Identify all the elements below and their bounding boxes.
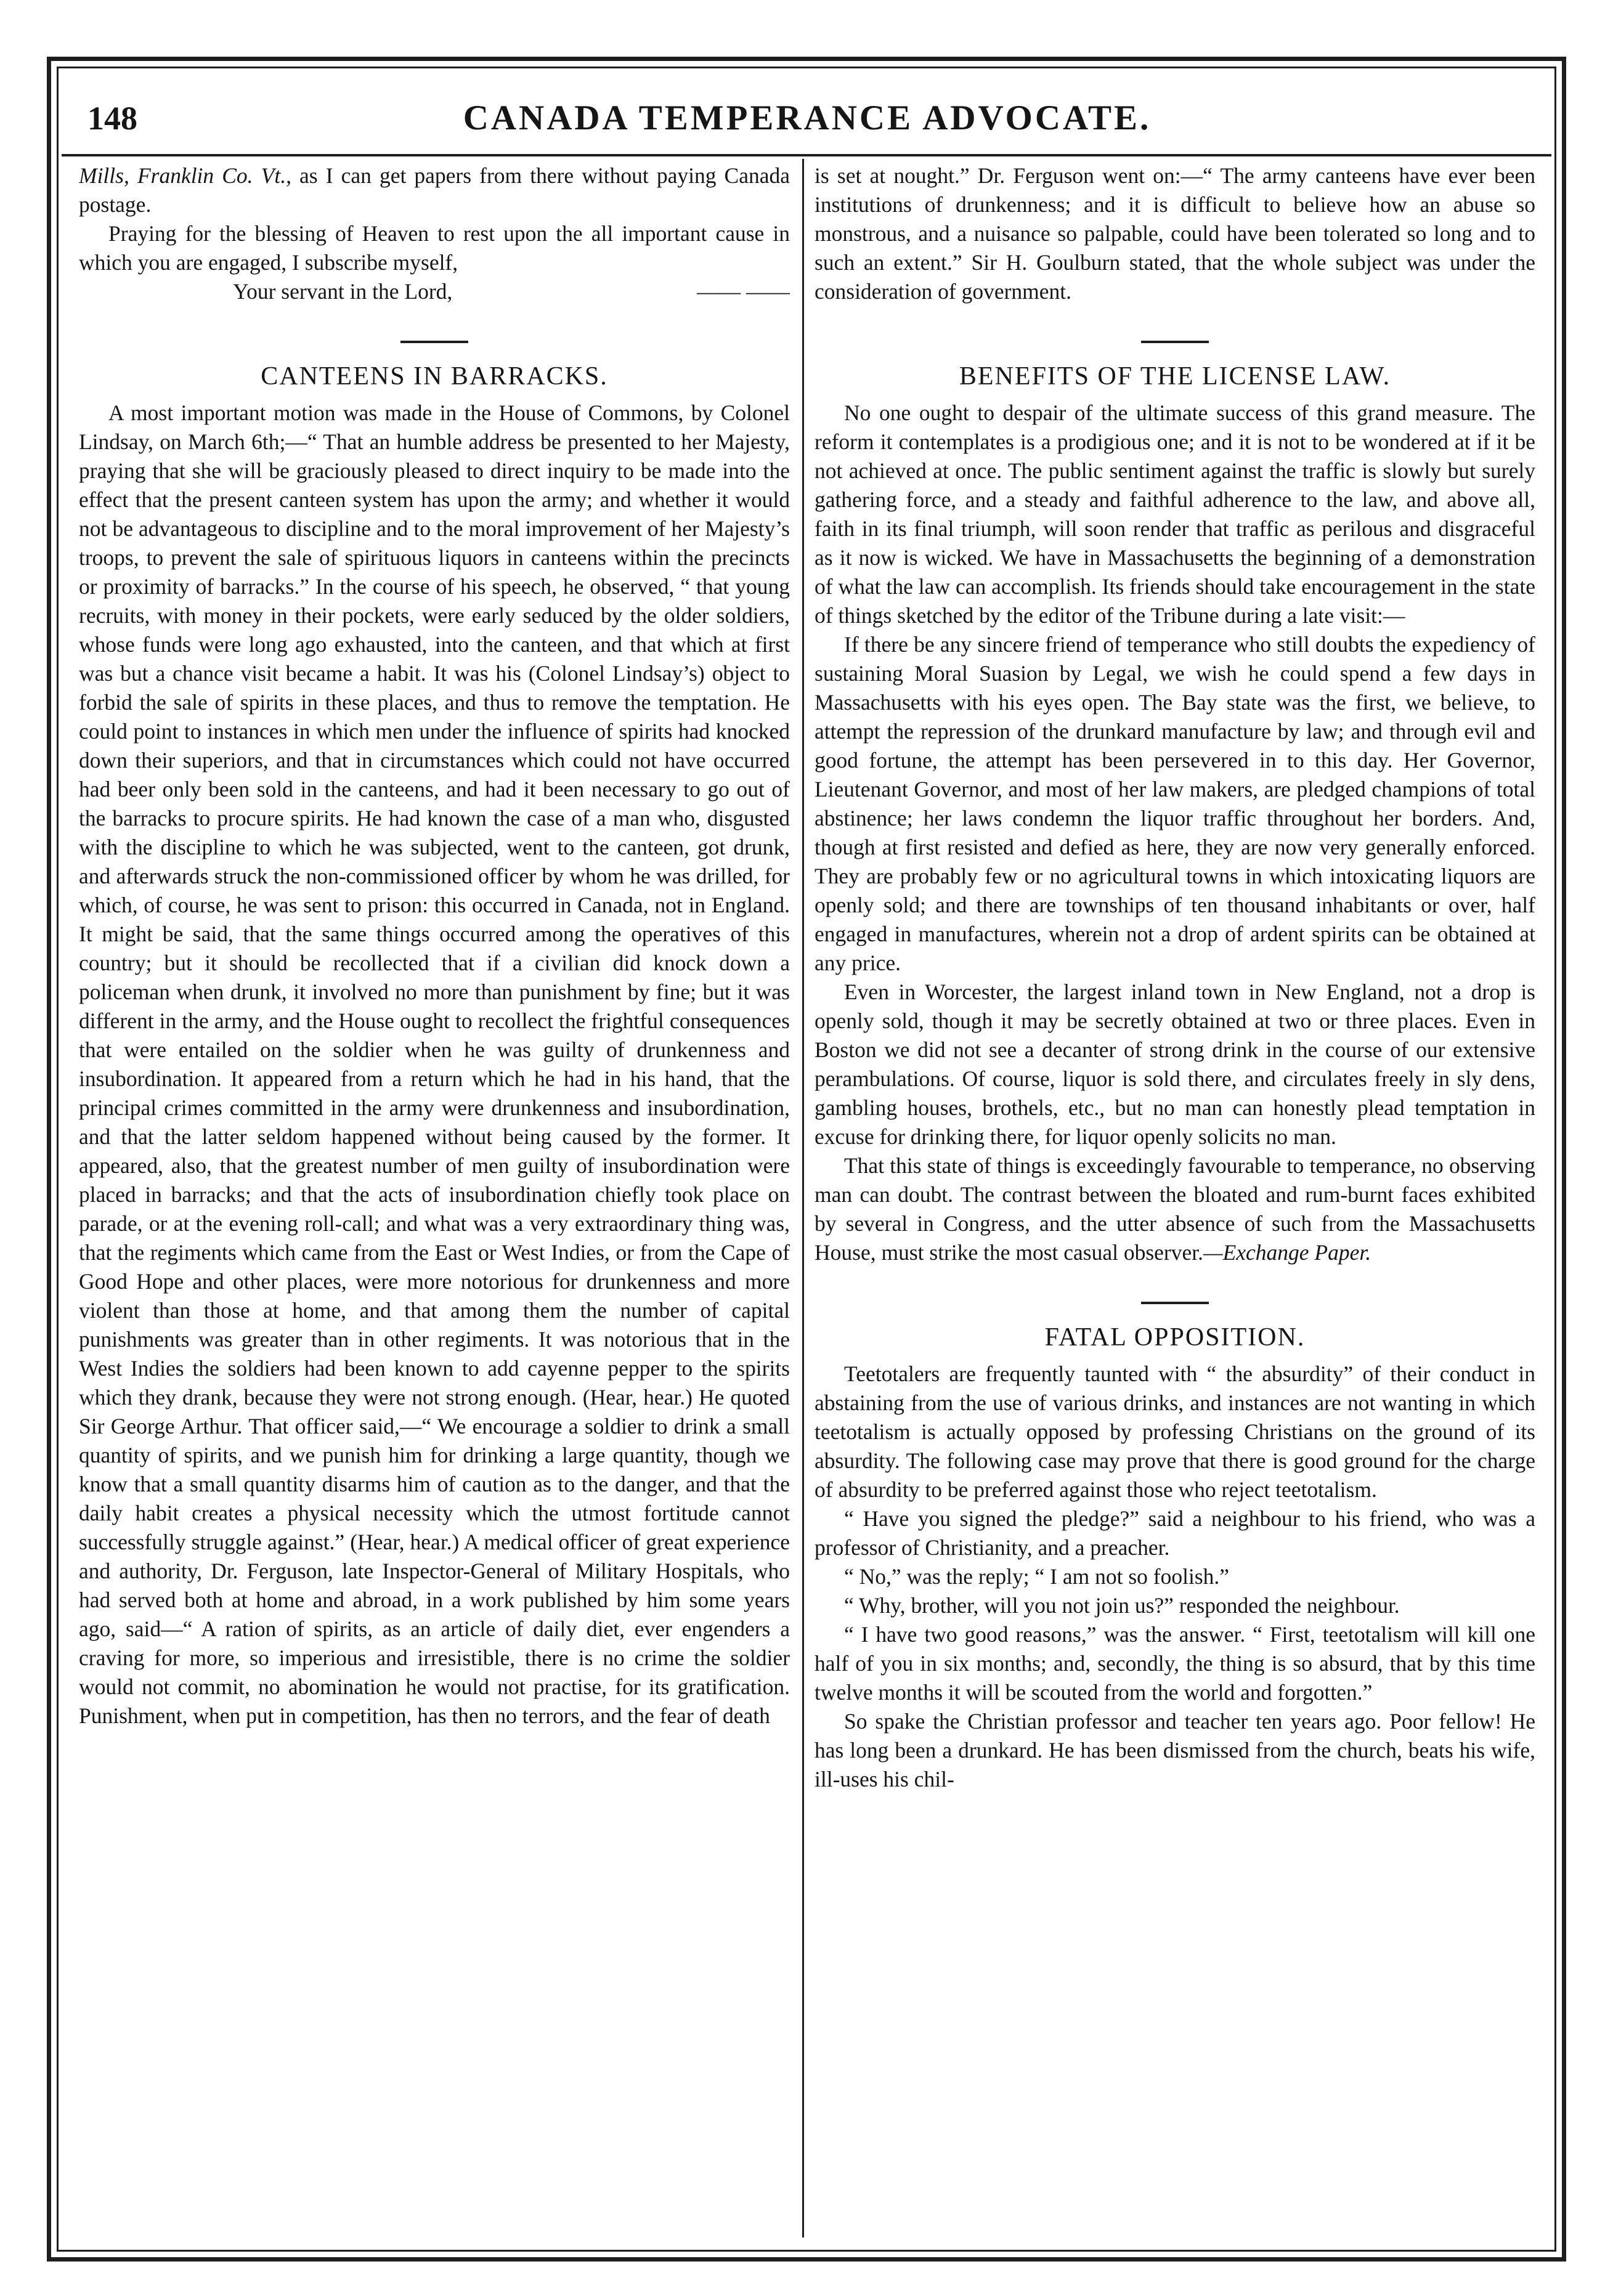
letter-continued: Mills, Franklin Co. Vt., as I can get papers from there without paying Canada postage. xyxy=(79,163,790,217)
fatal-paragraph: So spake the Christian professor and teacher ten years ago. Poor fellow! He has long been a drunkard. He has been dismissed from the church, beats his wife, ill-uses his chil- xyxy=(815,1709,1535,1791)
license-paragraph: Even in Worcester, the largest inland town in New England, not a drop is openly sold, though it may be secretly obtained at two or three places. Even in Boston we did not see a decanter of strong drink in the course of our extensive perambulations. Of course, liquor is sold there, and circulates freely in sly dens, gambling houses, brothels, etc., but no man can honestly plead temptation in excuse for drinking there, for liquor openly solicits no man. xyxy=(815,980,1535,1149)
signature-dash: —— —— xyxy=(697,279,790,304)
license-paragraph-text: That this state of things is exceedingly favourable to temperance, no observing man can doubt. The contrast between the bloated and rum-burnt faces exhibited by several in Congress, and the utter absence of such from the Massachusetts House, must strike the most casual observer. xyxy=(815,1153,1535,1265)
section-rule xyxy=(1141,341,1209,343)
license-paragraph: If there be any sincere friend of temperance who still doubts the expediency of sustaining Moral Suasion by Legal, we wish he could spend a few days in Massachusetts with his eyes open. The Bay state was the first, we believe, to attempt the repression of the drunkard manufacture by law; and through evil and good fortune, the attempt has been persevered in to this day. Her Governor, Lieutenant Governor, and most of her law makers, are pledged champions of total abstinence; her laws condemn the liquor traffic throughout her borders. And, though at first resisted and defied as here, they are now very generally enforced. They are probably few or no agricultural towns in which intoxicating liquors are openly sold; and there are townships of ten thousand inhabitants or over, half engaged in manufactures, wherein not a drop of ardent spirits can be obtained at any price. xyxy=(815,632,1535,975)
canteens-continued: is set at nought.” Dr. Ferguson went on:—“ The army canteens have ever been institutions of drunkenness; and it is difficult to believe how an abuse so monstrous, and a nuisance so palpable, could have been tolerated so long and to such an extent.” Sir H. Goulburn stated, that the whole subject was under the consideration of government. xyxy=(815,163,1535,304)
fatal-paragraph: “ No,” was the reply; “ I am not so foolish.” xyxy=(844,1564,1230,1589)
right-column xyxy=(815,161,1535,2239)
running-title: CANADA TEMPERANCE ADVOCATE. xyxy=(463,99,1152,137)
letter-place-name: Mills, Franklin Co. Vt., xyxy=(79,163,291,188)
page-header xyxy=(80,92,1534,144)
column-divider xyxy=(802,159,804,2237)
left-column xyxy=(79,161,790,2239)
fatal-paragraph: “ Why, brother, will you not join us?” responded the neighbour. xyxy=(844,1593,1400,1618)
page-number: 148 xyxy=(87,100,137,137)
letter-signoff: Your servant in the Lord, xyxy=(233,279,453,304)
fatal-paragraph: “ Have you signed the pledge?” said a neighbour to his friend, who was a professor of Christianity, and a preacher. xyxy=(815,1506,1535,1560)
canteens-body: A most important motion was made in the House of Commons, by Colonel Lindsay, on March 6th;—“ That an humble address be presented to her Majesty, praying that she will be graciously pleased to direct inquiry to be made into the effect that the present canteen system has upon the army; and whether it would not be advantageous to discipline and to the moral improvement of her Majesty’s troops, to prevent the sale of spirituous liquors in canteens within the precincts or proximity of barracks.” In the course of his speech, he observed, “ that young recruits, with money in their pockets, were early seduced by the older soldiers, whose funds were long ago exhausted, into the canteen, and that which at first was but a chance visit became a habit. It was his (Colonel Lindsay’s) object to forbid the sale of spirits in these places, and thus to remove the temptation. He could point to instances in which men under the influence of spirits had knocked down their superiors, and that in circumstances which could not have occurred had beer only been sold in the canteens, and had it been necessary to go out of the barracks to procure spirits. He had known the case of a man who, disgusted with the discipline to which he was subjected, went to the canteen, got drunk, and afterwards struck the non-commissioned officer by whom he was drilled, for which, of course, he was sent to prison: this occurred in Canada, not in England. It might be said, that the same things occurred among the operatives of this country; but it should be recollected that if a civilian did knock down a policeman when drunk, it involved no more than punishment by fine; but it was different in the army, and the House ought to recollect the frightful consequences that were entailed on the soldier when he was guilty of drunkenness and insubordination. It appeared from a return which he had in his hand, that the principal crimes committed in the army were drunkenness and insubordination, and that the latter seldom happened without being caused by the former. It appeared, also, that the greatest number of men guilty of insubordination were placed in barracks; and that the acts of insubordination chiefly took place on parade, or at the evening roll-call; and what was a very extraordinary thing was, that the regiments which came from the East or West Indies, or from the Cape of Good Hope and other places, were more notorious for drunkenness and more violent than those at home, and that among them the number of capital punishments was greater than in other regiments. It was notorious that in the West Indies the soldiers had been known to add cayenne pepper to the spirits which they drank, because they were not strong enough. (Hear, hear.) He quoted Sir George Arthur. That officer said,—“ We encourage a soldier to drink a small quantity of spirits, and we punish him for drinking a large quantity, though we know that a small quantity disarms him of caution as to the danger, and that the daily habit creates a physical necessity which the utmost fortitude cannot successfully struggle against.” (Hear, hear.) A medical officer of great experience and authority, Dr. Ferguson, late Inspector-General of Military Hospitals, who had served both at home and abroad, in a work published by him some years ago, said—“ A ration of spirits, as an article of daily diet, ever engenders a craving for more, so imperious and irresistible, there is no crime the soldier would not commit, no abomination he would not practise, for its gratification. Punishment, when put in competition, has then no terrors, and the fear of death xyxy=(79,400,790,1728)
fatal-paragraph: “ I have two good reasons,” was the answer. “ First, teetotalism will kill one half of you in six months; and, secondly, the thing is so absurd, that by this time twelve months it will be scouted from the world and forgotten.” xyxy=(815,1622,1535,1705)
fatal-paragraph: Teetotalers are frequently taunted with “ the absurdity” of their conduct in abstaining from the use of various drinks, and instances are not wanting in which teetotalism is actually opposed by professing Christians on the ground of its absurdity. The following case may prove that there is good ground for the charge of absurdity to be preferred against those who reject teetotalism. xyxy=(815,1361,1535,1502)
license-source: —Exchange Paper. xyxy=(1203,1240,1371,1265)
section-rule xyxy=(400,341,468,343)
license-paragraph: No one ought to despair of the ultimate success of this grand measure. The reform it contemplates is a prodigious one; and it is not to be wondered at if it be not achieved at once. The public sentiment against the traffic is slowly but surely gathering force, and a steady and faithful adherence to the law, and above all, faith in its final triumph, will soon render that traffic as perilous and disgraceful as it now is wicked. We have in Massachusetts the beginning of a demonstration of what the law can accomplish. Its friends should take encouragement in the state of things sketched by the editor of the Tribune during a late visit:— xyxy=(815,400,1535,628)
section-rule xyxy=(1141,1302,1209,1304)
canteens-heading: CANTEENS IN BARRACKS. xyxy=(261,362,608,391)
license-paragraph-last xyxy=(815,1151,1535,1267)
letter-signoff-line xyxy=(79,277,790,306)
letter-closing: Praying for the blessing of Heaven to rest upon the all important cause in which you are engaged, I subscribe myself, xyxy=(79,221,790,275)
fatal-heading: FATAL OPPOSITION. xyxy=(1044,1323,1306,1352)
header-rule xyxy=(62,154,1551,156)
license-heading: BENEFITS OF THE LICENSE LAW. xyxy=(959,362,1391,391)
